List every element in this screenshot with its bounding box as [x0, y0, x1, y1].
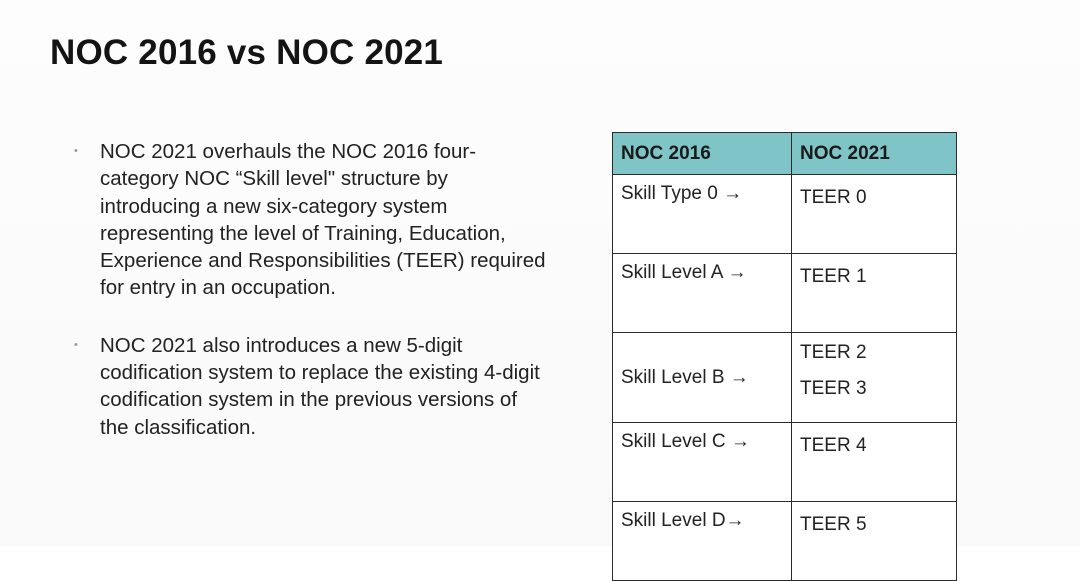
teer-label: TEER 3 [800, 378, 867, 399]
table-row [613, 333, 957, 423]
cell-noc-2016: Skill Type 0 → [613, 175, 792, 254]
cell-noc-2021 [792, 254, 957, 333]
teer-label: TEER 4 [800, 435, 867, 456]
table-row [613, 254, 957, 333]
table-row [613, 175, 957, 254]
bullet-item [70, 138, 550, 302]
bullet-marker: • [74, 338, 78, 351]
cell-noc-2016: Skill Level A → [613, 254, 792, 333]
bullet-list [70, 138, 550, 441]
cell-noc-2021 [792, 175, 957, 254]
bullet-marker: • [74, 145, 78, 157]
bullet-text: NOC 2021 also introduces a new 5-digit codification system to replace the existing 4-digit codification system in the previous versions of the classification. [100, 333, 540, 439]
bullet-text: NOC 2021 overhauls the NOC 2016 four-category NOC “Skill level" structure by introducing a new six-category system representing the level of Training, Education, Experience and Responsibilities (TEER) required for entry in an occupation. [100, 140, 546, 300]
header-noc-2016: NOC 2016 [613, 133, 792, 175]
teer-label: TEER 5 [800, 514, 867, 535]
header-noc-2021: NOC 2021 [792, 133, 957, 175]
table-header-row [613, 133, 957, 175]
cell-noc-2016: Skill Level D→ [613, 502, 792, 581]
table-row [613, 423, 957, 502]
cell-noc-2021 [792, 502, 957, 581]
cell-noc-2021 [792, 423, 957, 502]
slide-title: NOC 2016 vs NOC 2021 [50, 33, 444, 72]
teer-label: TEER 1 [800, 266, 867, 287]
table-row [613, 502, 957, 581]
noc-comparison-table [612, 132, 957, 581]
cell-noc-2021 [792, 333, 957, 423]
cell-noc-2016: Skill Level B → [613, 333, 792, 423]
cell-noc-2016: Skill Level C → [613, 423, 792, 502]
teer-label: TEER 2 [800, 342, 867, 363]
bullet-item [70, 332, 550, 441]
teer-label: TEER 0 [800, 187, 867, 208]
